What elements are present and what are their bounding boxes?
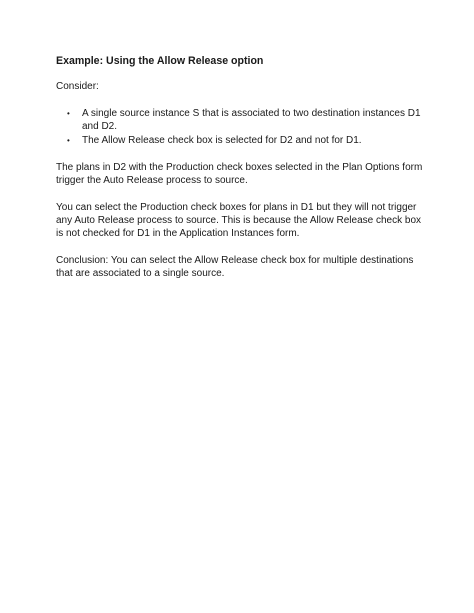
list-item xyxy=(56,134,428,147)
bullet-text: A single source instance S that is associated to two destination instances D1 and D2. xyxy=(82,108,421,132)
bullet-list xyxy=(56,107,428,147)
paragraph-conclusion: Conclusion: You can select the Allow Release check box for multiple destinations that are associated to a single source. xyxy=(56,255,414,279)
document-content xyxy=(56,55,428,294)
consider-label: Consider: xyxy=(56,81,99,92)
bullet-marker: • xyxy=(67,109,70,118)
paragraph-d2-plans: The plans in D2 with the Production check boxes selected in the Plan Options form trigger the Auto Release process to source. xyxy=(56,162,423,186)
section-heading: Example: Using the Allow Release option xyxy=(56,55,264,67)
bullet-marker: • xyxy=(67,136,70,145)
paragraph-d1-plans: You can select the Production check boxes for plans in D1 but they will not trigger any Auto Release process to source. This is because the Allow Release check box is not checked for D1 in the Application Instances form. xyxy=(56,202,422,239)
list-item xyxy=(56,107,428,133)
bullet-text: The Allow Release check box is selected for D2 and not for D1. xyxy=(82,135,362,146)
